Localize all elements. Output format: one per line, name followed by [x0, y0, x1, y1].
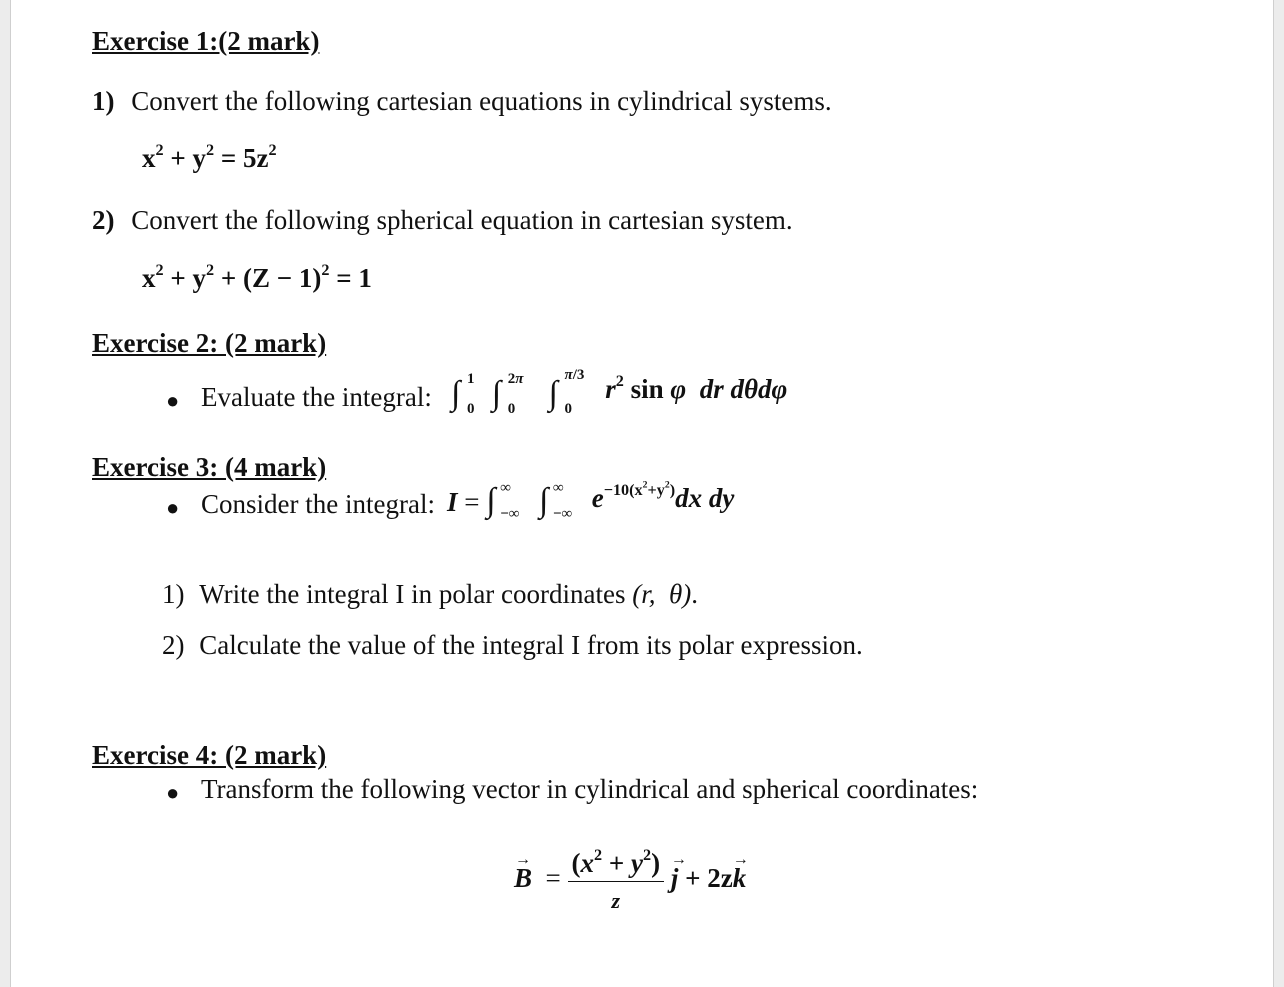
question-text: Convert the following spherical equation in cartesian system. — [131, 205, 793, 235]
question-number: 1) — [162, 579, 185, 609]
double-integral: I = ∫ ∞ −∞ ∫ ∞ −∞ $e^{-10(x^2+y^2)}dx$ dy — [447, 479, 735, 522]
polar-coordinates: (r, θ) — [632, 579, 692, 609]
spherical-equation: $x^2 + y^2 + (Z - 1)^2 = 1$ — [142, 260, 372, 293]
exercise-4-prompt: Transform the following vector in cylindrical and spherical coordinates: — [201, 774, 979, 804]
bullet-icon: ● — [166, 388, 180, 413]
question-number: 2) — [92, 205, 115, 235]
vector-equation: → B = $\frac{(x^2 + y^2)}{z}$ → j + 2z → k — [514, 845, 749, 913]
exercise-4-heading: Exercise 4: (2 mark) — [92, 740, 327, 770]
question-number: 1) — [92, 86, 115, 116]
bullet-icon: ● — [166, 495, 180, 520]
cylindrical-equation: $x^2 + y^2 = 5z^2$ — [142, 140, 277, 173]
exercise-2-prompt: Evaluate the integral: — [201, 382, 432, 412]
exercise-1-heading: Exercise 1:(2 mark) — [92, 26, 320, 56]
document-page — [10, 0, 1274, 987]
exercise-3-question-2 — [162, 630, 863, 661]
exercise-3-heading: Exercise 3: (4 mark) — [92, 452, 327, 482]
exercise-3-question-1: 1) Write the integral I in polar coordinates (r, θ). — [162, 579, 699, 609]
bullet-icon: ● — [166, 780, 180, 805]
vector-fraction: $\frac{(x^2 + y^2)}{z}$ — [568, 848, 665, 914]
exercise-1-question-2 — [92, 205, 793, 236]
exercise-3-prompt: Consider the integral: — [201, 489, 435, 519]
question-text: Calculate the value of the integral I from its polar expression. — [199, 630, 863, 660]
exercise-1-question-1 — [92, 86, 832, 117]
triple-integral: ∫ 1 0 ∫ 2π 0 ∫ π/3 0 $r^2$ sin φ dr dθdφ — [451, 367, 788, 417]
question-text: Write the integral I in polar coordinates — [199, 579, 626, 609]
exercise-2-heading: Exercise 2: (2 mark) — [92, 328, 327, 358]
question-number: 2) — [162, 630, 185, 660]
question-text: Convert the following cartesian equations in cylindrical systems. — [131, 86, 832, 116]
